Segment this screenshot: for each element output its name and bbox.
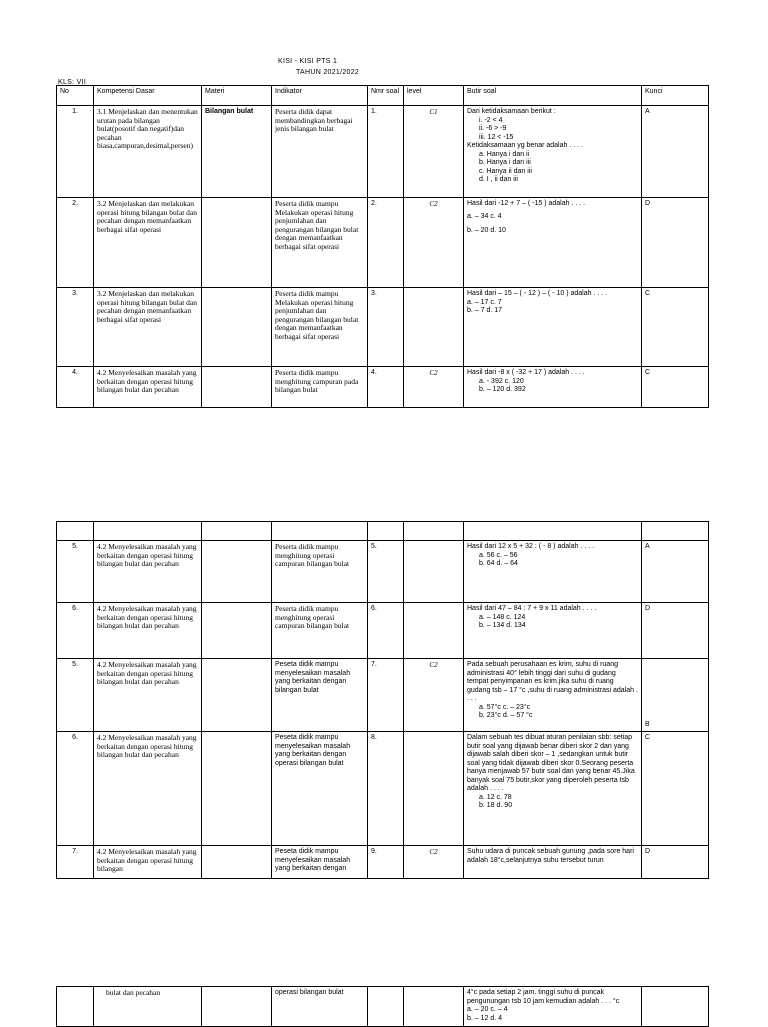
row-soal [464, 106, 642, 198]
row-nmr: 1. [368, 106, 404, 198]
row-kd: 3.1 Menjelaskan dan menentukan urutan pada bilangan bulat(posotif dan negatif)dan pecahan biasa,campuran,desimal,persen) [94, 106, 202, 198]
row-nmr: 5. [368, 541, 404, 603]
row-no: 6. [57, 603, 94, 659]
soal-option: b. – 134 d. 134 [479, 622, 526, 629]
row-indikator: Peserta didik mampu menghitung campuran pada bilangan bulat [272, 367, 368, 408]
soal-option: a. – 34 c. 4 [467, 212, 502, 220]
row-no: 3. [57, 288, 94, 367]
col-kunci: Kunci [642, 86, 709, 106]
table-row [57, 659, 709, 732]
row-soal [464, 367, 642, 408]
row-indikator: operasi bilangan bulat [272, 987, 368, 1027]
row-indikator: Peserta didik dapat membandingkan berbagai jenis bilangan bulat [272, 106, 368, 198]
row-soal [464, 732, 642, 846]
soal-option: b. 23°c d. – 57 °c [479, 712, 533, 719]
col-materi: Materi [202, 86, 272, 106]
row-indikator: Peserta didik mampu Melakukan operasi hitung penjumlahan dan pengurangan bilangan bulat dengan memanfaatkan berbagai sifat operasi [272, 288, 368, 367]
row-level [404, 732, 464, 846]
row-indikator: Peseta didik mampu menyelesaikan masalah yang berkaitan dengan [272, 846, 368, 879]
row-indikator: Peserta didik mampu Melakukan operasi hitung penjumlahan dan pengurangan bilangan bulat dengan memanfaatkan berbagai sifat operasi [272, 198, 368, 288]
col-butir-soal: Butir soal [464, 86, 642, 106]
row-level [404, 603, 464, 659]
row-kd: 4.2 Menyelesaikan masalah yang berkaitan dengan operasi hitung bilangan bulat dan pecahan [94, 367, 202, 408]
soal-option: b. – 20 d. 10 [467, 227, 506, 234]
row-kunci: A [642, 541, 709, 603]
row-kd: 3.2 Menjelaskan dan melakukan operasi hitung bilangan bulat dan pecahan dengan memanfaatkan berbagai sifat operasi [94, 288, 202, 367]
row-no [57, 987, 94, 1027]
row-no: 6. [57, 732, 94, 846]
row-materi: Bilangan bulat [202, 106, 272, 198]
row-level: C1 [404, 106, 464, 198]
col-kompetensi: Kompetensi Dasar [94, 86, 202, 106]
row-nmr: 4. [368, 367, 404, 408]
row-materi [202, 846, 272, 879]
row-materi [202, 367, 272, 408]
row-indikator: Peserta didik mampu menghitung operasi campuran bilangan bulat [272, 541, 368, 603]
row-no: 1. [57, 106, 94, 198]
soal-line: iii. 12 < -15 [479, 133, 514, 141]
col-nmr-soal: Nmr soal [368, 86, 404, 106]
row-kunci: D [642, 603, 709, 659]
col-indikator: Indikator [272, 86, 368, 106]
row-nmr: 6. [368, 603, 404, 659]
soal-option: a. 57°c c. – 23°c [479, 703, 531, 711]
row-kd: 4.2 Menyelesaikan masalah yang berkaitan dengan operasi hitung bilangan bulat dan pecahan [94, 603, 202, 659]
row-soal [464, 198, 642, 288]
row-kunci: D [642, 846, 709, 879]
row-soal [464, 603, 642, 659]
row-soal [464, 541, 642, 603]
row-soal [464, 846, 642, 879]
soal-option: b. – 120 d. 392 [479, 386, 526, 393]
soal-option: b. 18 d. 90 [479, 802, 513, 809]
soal-line: Suhu udara di puncak sebuah gunung ,pada sore hari adalah 18°c,selanjutnya suhu tersebut turun [467, 848, 634, 864]
blank-header-row [57, 522, 709, 541]
row-soal [464, 987, 642, 1027]
row-kd: 3.2 Menjelaskan dan melakukan operasi hitung bilangan bulat dan pecahan dengan memanfaatkan berbagai sifat operasi [94, 198, 202, 288]
row-materi [202, 603, 272, 659]
row-level: C2 [404, 846, 464, 879]
soal-option: a. – 20 c. – 4 [467, 1006, 508, 1013]
row-kd: 4.2 Menyelesaikan masalah yang berkaitan dengan operasi hitung bilangan bulat dan pecahan [94, 659, 202, 732]
row-nmr: 3. [368, 288, 404, 367]
row-level: C2 [404, 659, 464, 732]
table-row [57, 541, 709, 603]
soal-line: Hasil dari 47 – 84 : 7 + 9 x 11 adalah . . . . [467, 605, 597, 612]
soal-line: Pada sebuah perusahaan es krim, suhu di ruang administrasi 40° lebih tinggi dari suhu di gudang tempat penyimpanan es krim.jika suhu di ruang gudang tsb – 17 °c ,suhu di ruang administrasi adalah . . . . [467, 661, 638, 702]
soal-line: Hasil dari -8 x ( -32 + 17 ) adalah . . . . [467, 369, 585, 376]
row-indikator: Peserta didik mampu menghitung operasi campuran bilangan bulat [272, 603, 368, 659]
table-row [57, 288, 709, 367]
row-materi [202, 541, 272, 603]
row-kd: 4.2 Menyelesaikan masalah yang berkaitan dengan operasi hitung bilangan bulat dan pecahan [94, 732, 202, 846]
row-no: 7. [57, 846, 94, 879]
soal-option: b. – 7 d. 17 [467, 307, 503, 314]
row-kunci: C [642, 288, 709, 367]
row-kunci: C [642, 367, 709, 408]
col-level: level [404, 86, 464, 106]
row-materi [202, 659, 272, 732]
soal-option: a. 56 c. – 56 [479, 551, 518, 559]
class-label: KLS: VII [58, 79, 87, 86]
soal-option: a. 12 c. 78 [479, 793, 512, 801]
header-row [57, 86, 709, 106]
row-nmr [368, 987, 404, 1027]
row-soal [464, 659, 642, 732]
row-kunci [642, 987, 709, 1027]
kisi-table-3 [56, 986, 709, 1027]
soal-option: a. Hanya i dan ii [479, 150, 530, 158]
soal-option: a. - 392 c. 120 [479, 377, 524, 385]
soal-option: b. Hanya i dan iii [479, 159, 531, 166]
soal-line: i. -2 < 4 [479, 116, 503, 124]
soal-line: Hasil dari – 15 – ( - 12 ) – ( - 10 ) adalah . . . . [467, 290, 608, 297]
doc-year: TAHUN 2021/2022 [296, 69, 360, 76]
soal-option: d. I , ii dan iii [479, 176, 518, 183]
row-level: C2 [404, 367, 464, 408]
row-no: 4. [57, 367, 94, 408]
kisi-table-2 [56, 521, 709, 879]
row-no: 5. [57, 659, 94, 732]
table-row [57, 603, 709, 659]
soal-option: b. – 12 d. 4 [467, 1014, 503, 1022]
table-row [57, 367, 709, 408]
row-nmr: 9. [368, 846, 404, 879]
row-materi [202, 987, 272, 1027]
soal-line: ii. -6 > -9 [479, 125, 507, 132]
soal-line: Hasil dari -12 + 7 – ( -15 ) adalah . . . . [467, 200, 586, 207]
row-soal [464, 288, 642, 367]
soal-option: b. 64 d. – 64 [479, 560, 518, 567]
row-nmr: 7. [368, 659, 404, 732]
table-row [57, 198, 709, 288]
row-kd: 4.2 Menyelesaikan masalah yang berkaitan dengan operasi hitung bilangan bulat dan pecahan [94, 541, 202, 603]
row-level [404, 541, 464, 603]
soal-line: Hasil dari 12 x 5 + 32 : ( - 8 ) adalah . . . . [467, 543, 595, 550]
row-materi [202, 288, 272, 367]
row-no: 2. [57, 198, 94, 288]
row-level: C2 [404, 198, 464, 288]
row-materi [202, 732, 272, 846]
doc-title: KISI - KISI PTS 1 [278, 58, 338, 65]
row-level [404, 987, 464, 1027]
soal-line: Dalam sebuah tes dibuat aturan penilaian sbb: setiap butir soal yang dijawab benar diberi skor 2 dan yang dijawab salah diberi skor – 1 ,sedangkan untuk butir soal yang tidak dijawab diberi skor 0.Seorang peserta hanya menjawab 57 butir soal dan yang benar 45.Jika banyak soal 75 butir,skor yang diperoleh peserta tsb adalah . . . . [467, 734, 635, 792]
row-kunci: A [642, 106, 709, 198]
row-materi [202, 198, 272, 288]
row-no: 5. [57, 541, 94, 603]
row-kunci: B [642, 659, 709, 732]
soal-option: a. – 148 c. 124 [479, 613, 526, 621]
soal-line: Ketidaksamaan yg benar adalah . . . . [467, 142, 583, 149]
row-indikator: Peseta didik mampu menyelesaikan masalah yang berkaitan dengan operasi bilangan bulat [272, 732, 368, 846]
col-no: No [57, 86, 94, 106]
row-indikator: Peseta didik mampu menyelesaikan masalah yang berkaitan dengan bilangan bulat [272, 659, 368, 732]
table-row [57, 732, 709, 846]
soal-line: Dari ketidaksamaan berikut : [467, 108, 556, 115]
kisi-table-1 [56, 85, 709, 408]
table-row [57, 106, 709, 198]
soal-option: a. – 17 c. 7 [467, 298, 502, 306]
row-nmr: 8. [368, 732, 404, 846]
row-kunci: D [642, 198, 709, 288]
soal-option: c. Hanya ii dan iii [479, 167, 532, 175]
row-kd: bulat dan pecahan [94, 987, 202, 1027]
row-nmr: 2. [368, 198, 404, 288]
row-kd: 4.2 Menyelesaikan masalah yang berkaitan dengan operasi hitung bilangan [94, 846, 202, 879]
row-kunci: C [642, 732, 709, 846]
soal-line: 4°c pada setiap 2 jam. tinggi suhu di puncak pengunungan tsb 10 jam kemudian adalah . . . °c [467, 989, 620, 1005]
table-row [57, 987, 709, 1027]
table-row [57, 846, 709, 879]
row-level [404, 288, 464, 367]
